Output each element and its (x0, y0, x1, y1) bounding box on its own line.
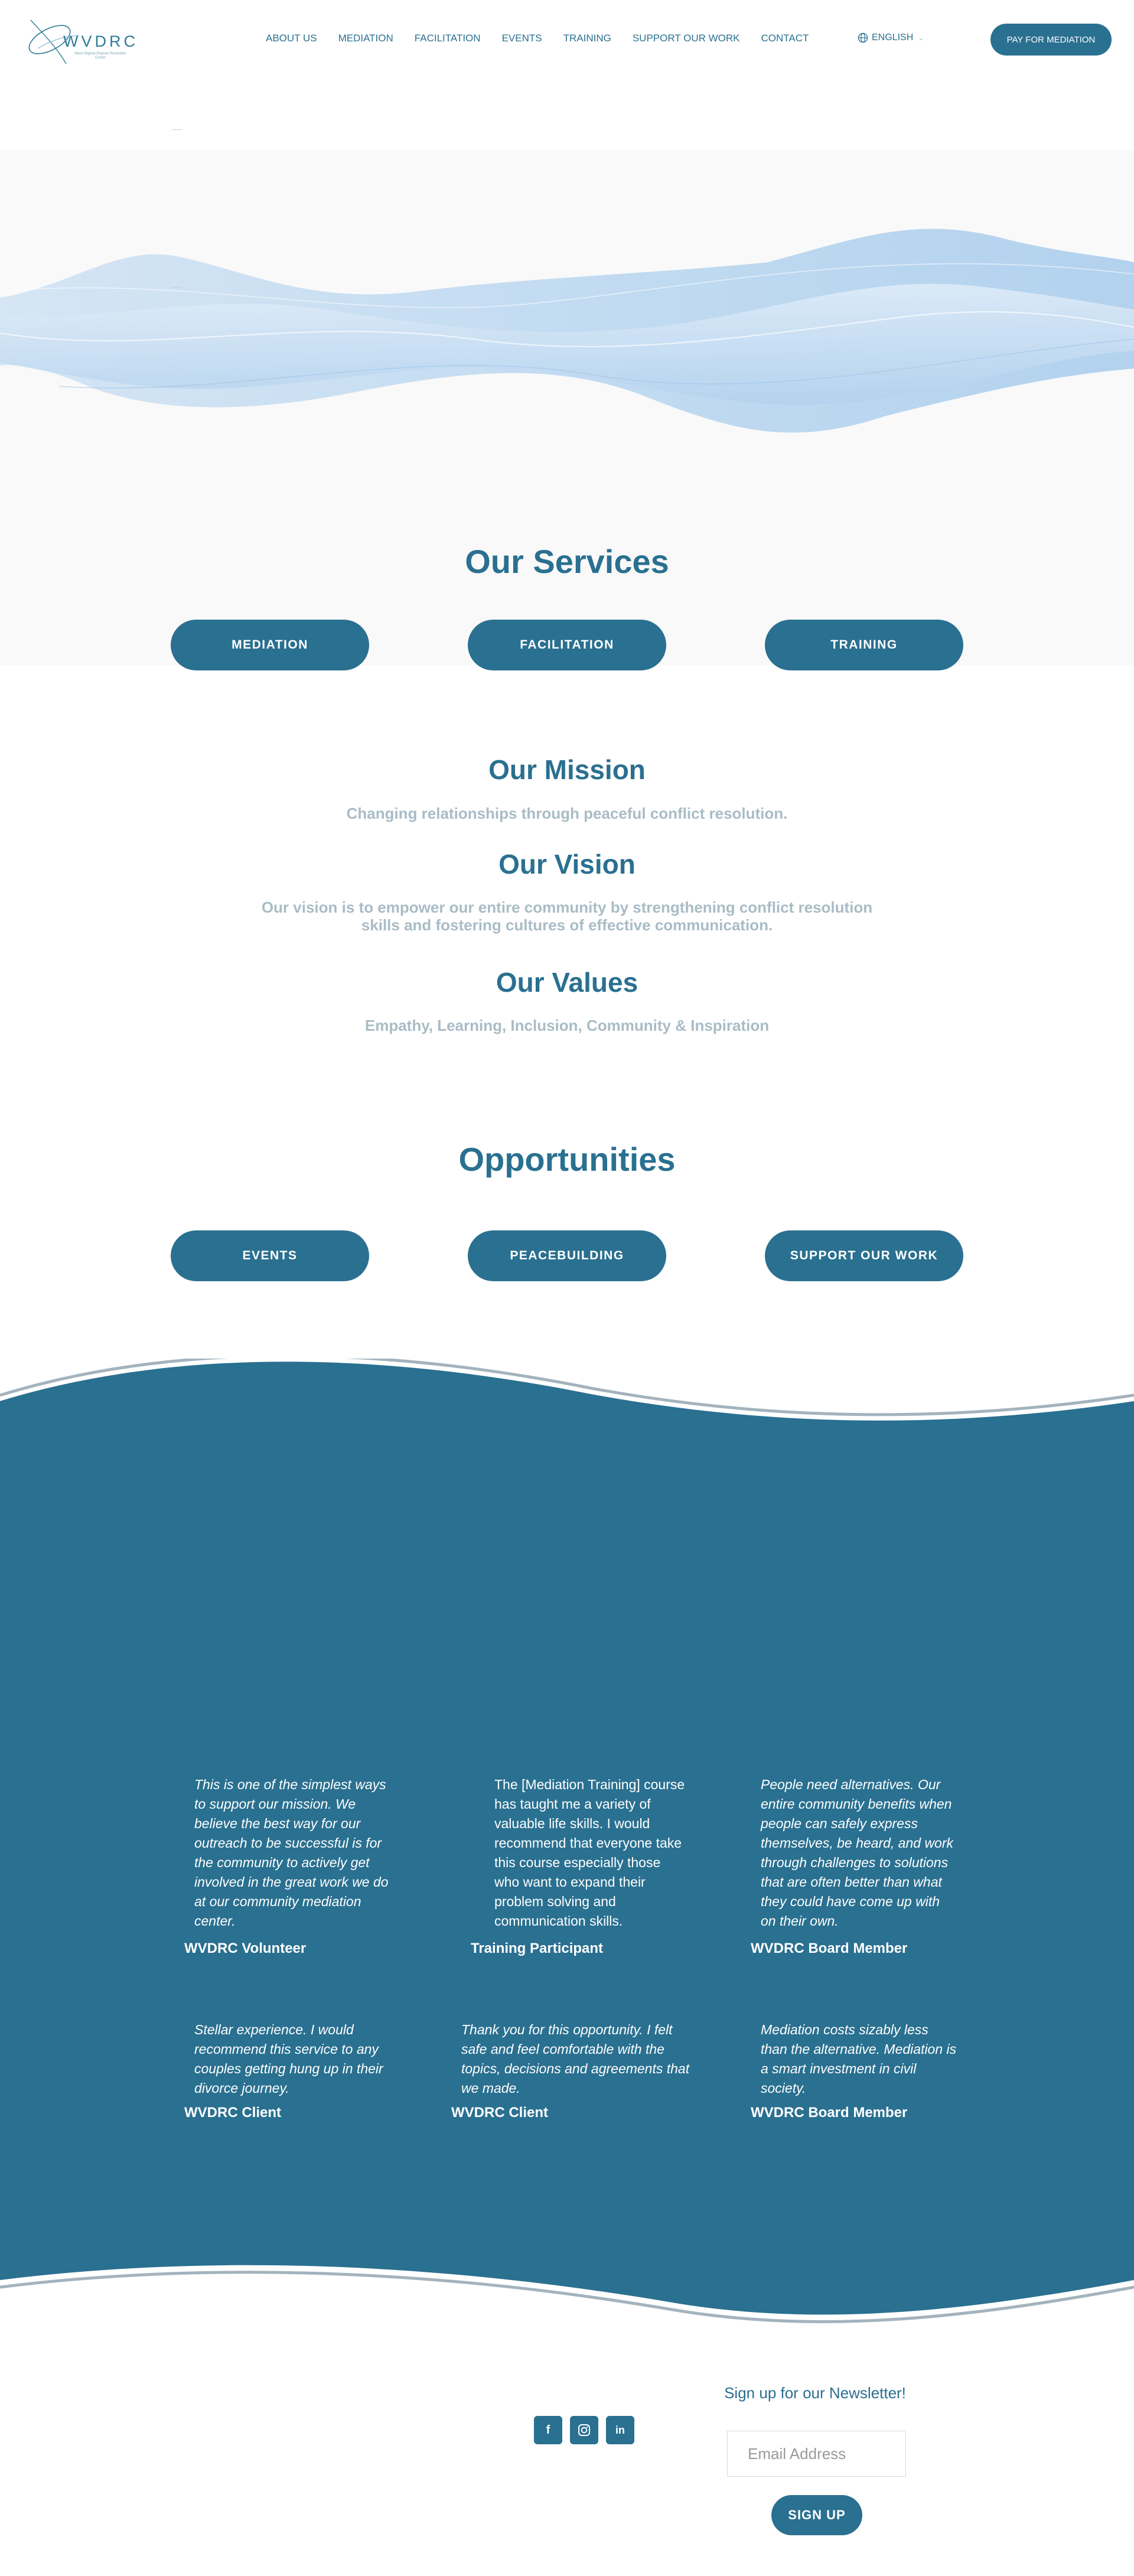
vision-text-line-1: Our vision is to empower our entire community by strengthening conflict resolution (261, 898, 873, 916)
sign-up-button[interactable]: SIGN UP (771, 2495, 862, 2535)
testimonial-quote: This is one of the simplest ways to support our mission. We believe the best way for our outreach to be successful is for the community to actively get involved in the great work we do at our community mediation center. (194, 1777, 389, 1929)
testimonial-quote: The [Mediation Training] course has taught me a variety of valuable life skills. I would recommend that everyone take this course especially those who want to expand their problem solving and communication skills. (494, 1777, 685, 1929)
logo-tagline: West Virginia Dispute Resolution Center (74, 52, 126, 60)
site-header (0, 0, 1134, 80)
testimonials-section (0, 1353, 1134, 2333)
opportunity-support-our-work-button[interactable]: SUPPORT OUR WORK (765, 1230, 963, 1281)
nav-about-us[interactable]: ABOUT US (266, 32, 317, 44)
divider (171, 129, 182, 130)
service-mediation-button[interactable]: MEDIATION (171, 620, 369, 670)
nav-training[interactable]: TRAINING (563, 32, 611, 44)
nav-support-our-work[interactable]: SUPPORT OUR WORK (632, 32, 740, 44)
testimonial-quote: Stellar experience. I would recommend this service to any couples getting hung up in their divorce journey. (194, 2022, 383, 2096)
values-title: Our Values (496, 967, 638, 998)
testimonial-quote: People need alternatives. Our entire community benefits when people can safely express themselves, be heard, and work through challenges to solutions that are often better than what they could have come up with on their own. (761, 1777, 954, 1929)
testimonial-author: WVDRC Board Member (751, 2105, 908, 2121)
email-field[interactable] (727, 2431, 906, 2477)
service-facilitation-button[interactable]: FACILITATION (468, 620, 666, 670)
language-selector[interactable] (858, 32, 924, 43)
social-links (534, 2416, 634, 2444)
testimonial-author: Training Participant (471, 1940, 604, 1956)
newsletter-title: Sign up for our Newsletter! (724, 2384, 906, 2402)
vision-title: Our Vision (498, 849, 636, 880)
nav-mediation[interactable]: MEDIATION (338, 32, 393, 44)
service-training-button[interactable]: TRAINING (765, 620, 963, 670)
instagram-icon[interactable] (570, 2416, 598, 2444)
language-label: ENGLISH (872, 32, 914, 43)
chevron-down-icon: ⌄ (918, 34, 924, 42)
nav-facilitation[interactable]: FACILITATION (414, 32, 481, 44)
testimonial-quote: Mediation costs sizably less than the alternative. Mediation is a smart investment in civil society. (761, 2022, 957, 2096)
opportunities-title: Opportunities (458, 1141, 676, 1178)
testimonial-author: WVDRC Client (451, 2105, 548, 2121)
pay-for-mediation-button[interactable]: PAY FOR MEDIATION (990, 24, 1112, 56)
values-text: Empathy, Learning, Inclusion, Community & Inspiration (364, 1017, 770, 1034)
testimonial-quote: Thank you for this opportunity. I felt safe and feel comfortable with the topics, decisions and agreements that we made. (461, 2022, 690, 2096)
logo-wordmark: WVDRC (63, 32, 138, 50)
mission-text: Changing relationships through peaceful conflict resolution. (346, 805, 788, 822)
nav-events[interactable]: EVENTS (501, 32, 542, 44)
main-nav (266, 32, 830, 44)
mission-title: Our Mission (488, 754, 646, 785)
instagram-glyph (578, 2424, 591, 2437)
logo[interactable] (20, 13, 138, 67)
hero-section (0, 150, 1134, 666)
testimonial-author: WVDRC Client (184, 2105, 281, 2121)
nav-contact[interactable]: CONTACT (761, 32, 809, 44)
divider (171, 287, 181, 288)
linkedin-icon[interactable]: in (606, 2416, 634, 2444)
globe-icon (858, 32, 868, 43)
services-title: Our Services (465, 543, 669, 580)
hero-wave-image (0, 221, 1134, 504)
vision-text-line-2: skills and fostering cultures of effective communication. (361, 916, 773, 934)
opportunity-peacebuilding-button[interactable]: PEACEBUILDING (468, 1230, 666, 1281)
testimonial-author: WVDRC Volunteer (184, 1940, 307, 1956)
opportunity-events-button[interactable]: EVENTS (171, 1230, 369, 1281)
testimonial-author: WVDRC Board Member (751, 1940, 908, 1956)
facebook-icon[interactable]: f (534, 2416, 562, 2444)
